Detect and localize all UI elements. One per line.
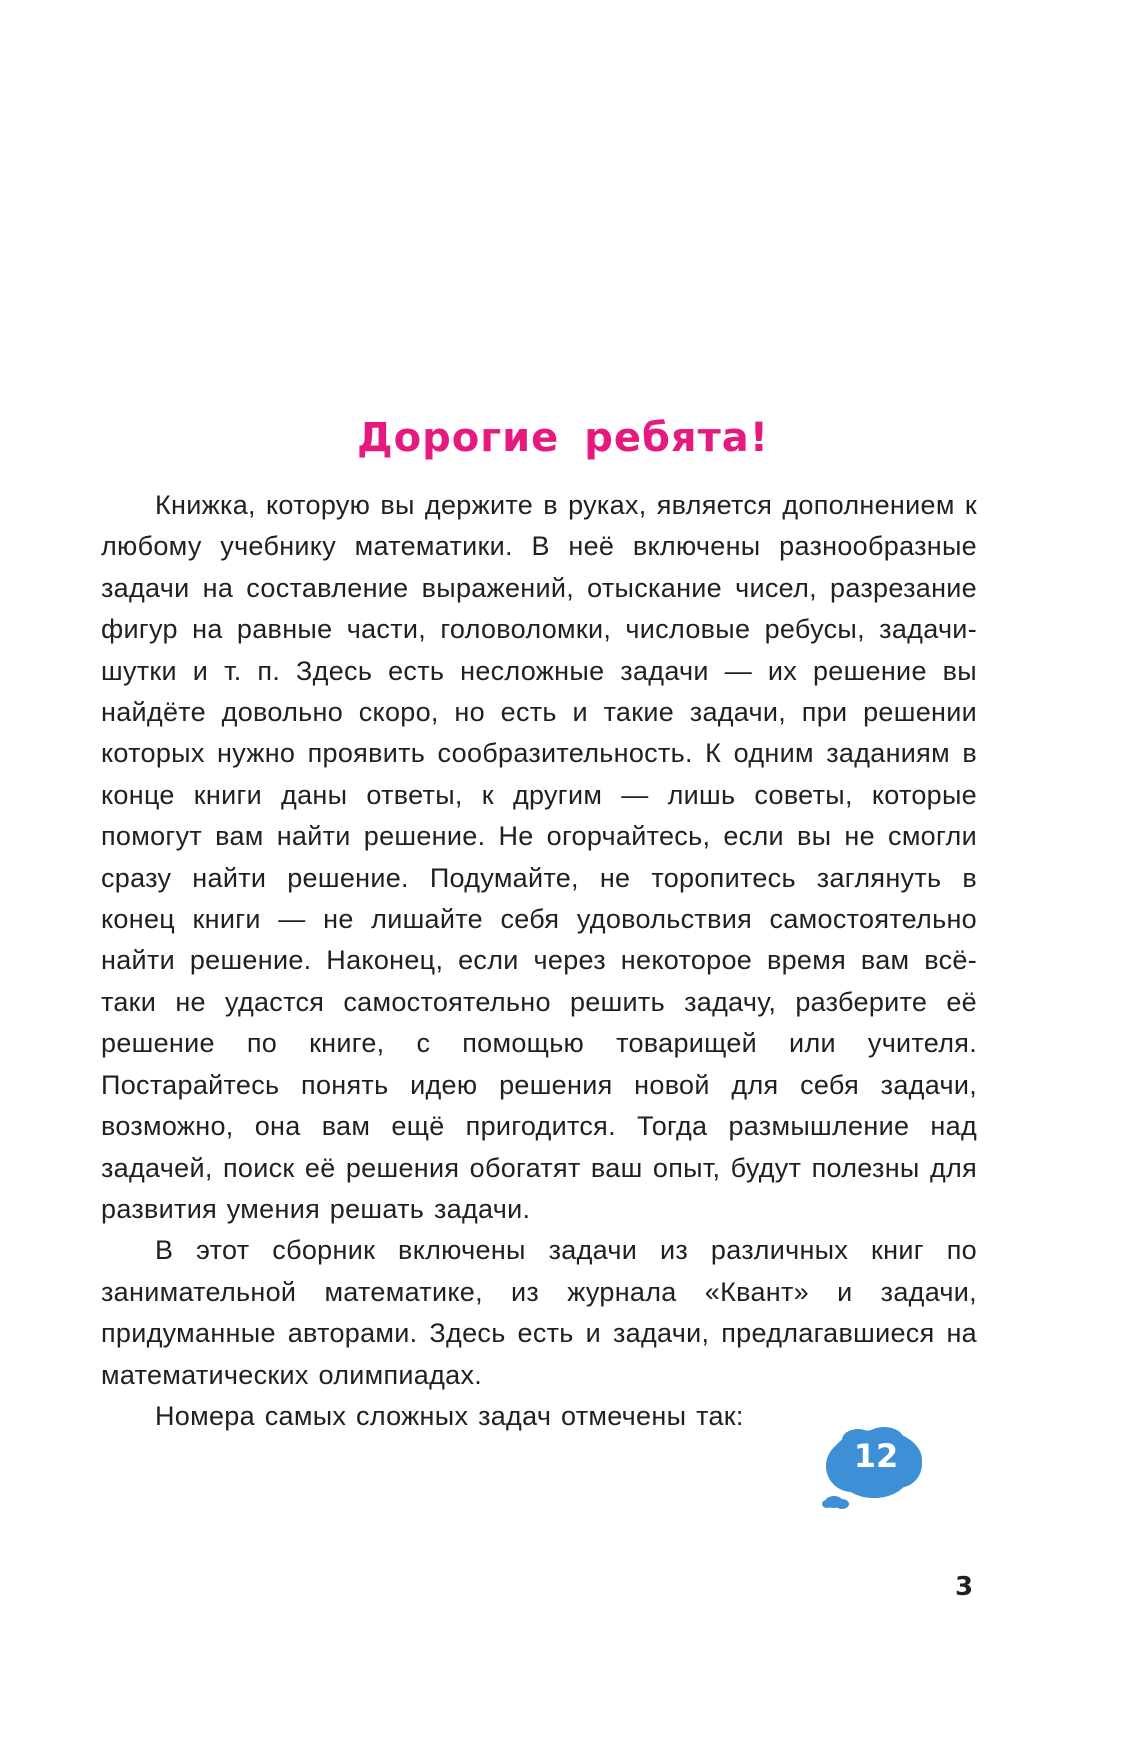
page-title: Дорогие ребята! xyxy=(357,415,769,461)
paragraph-sources: В этот сборник включены задачи из различных книг по занимательной математике, из журнала «Квант» и задачи, придуманные авторами. Здесь есть и задачи, предлагавшиеся на математических олимпиадах. xyxy=(101,1235,977,1390)
page-number: 3 xyxy=(955,1572,974,1602)
intro-text xyxy=(101,485,977,1437)
paragraph-intro: Книжка, которую вы держите в руках, является дополнением к любому учебнику математики. В неё включены разнообразные задачи на составление выражений, отыскание чисел, разрезание фигур на равные части, головоломки, числовые ребусы, задачи-шутки и т. п. Здесь есть несложные задачи — их решение вы найдёте довольно скоро, но есть и такие задачи, при решении которых нужно проявить сообразительность. К одним заданиям в конце книги даны ответы, к другим — лишь советы, которые помогут вам найти решение. Не огорчайтесь, если вы не смогли сразу найти решение. Подумайте, не торопитесь заглянуть в конец книги — не лишайте себя удовольствия самостоятельно найти решение. Наконец, если через некоторое время вам всё-таки не удастся самостоятельно решить задачу, разберите её решение по книге, с помощью товарищей или учителя. Постарайтесь понять идею решения новой для себя задачи, возможно, она вам ещё пригодится. Тогда размышление над задачей, поиск её решения обогатят ваш опыт, будут полезны для развития умения решать задачи. xyxy=(101,490,977,1224)
difficulty-badge-number: 12 xyxy=(853,1437,899,1475)
paragraph-difficulty-note: Номера самых сложных задач отмечены так: xyxy=(155,1400,744,1431)
